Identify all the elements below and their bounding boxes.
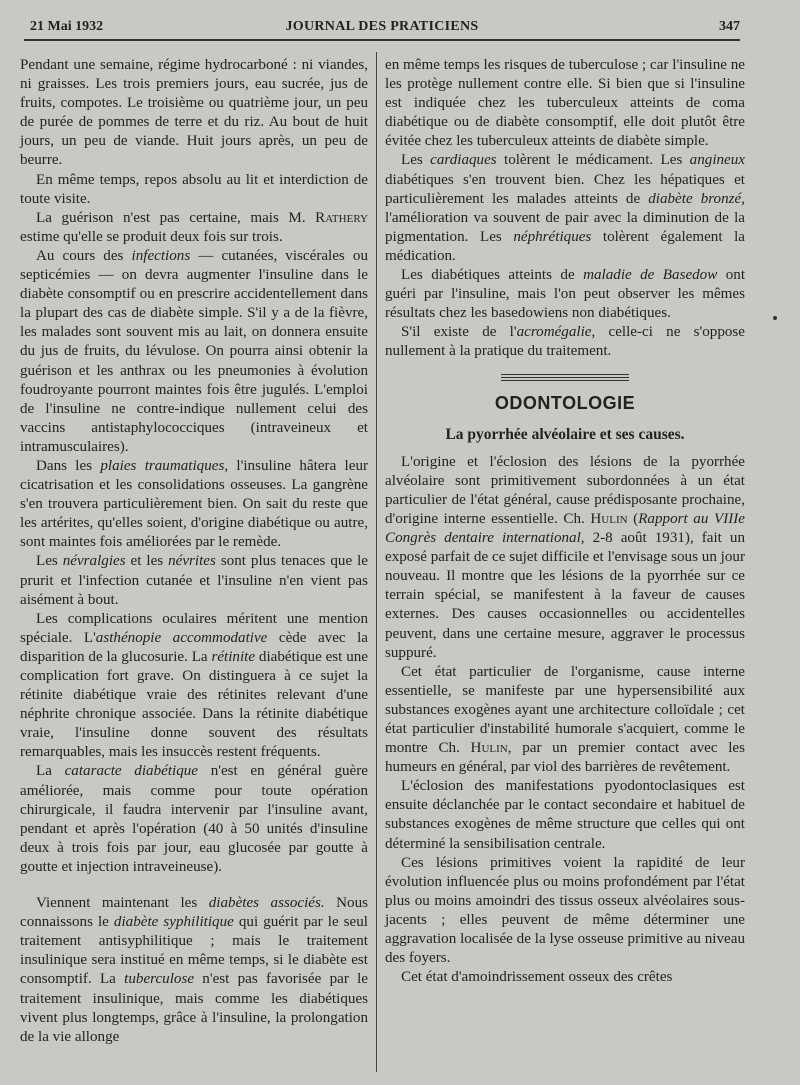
issue-date: 21 Mai 1932 bbox=[30, 19, 104, 34]
author-name: Hulin bbox=[590, 510, 628, 527]
right-column bbox=[385, 56, 745, 987]
paragraph: La cataracte diabétique n'est en général guère améliorée, mais comme pour toute opération chirurgicale, il faudra intervenir par l'insuline avant, pendant et après l'opération (40 à 50 unités d'insuline deux à trois fois par jour, eau glucosée par goutte à goutte et injection intraveineuse). bbox=[20, 763, 368, 875]
print-speck bbox=[773, 316, 777, 320]
paragraph: L'éclosion des manifestations pyodontoclasiques est ensuite déclanchée par le contact secondaire et habituel de substances exogènes de même structure que celles qui ont déterminé la sensibilisation centrale. bbox=[385, 778, 745, 852]
paragraph: S'il existe de l'acromégalie, celle-ci ne s'oppose nullement à la pratique du traitement. bbox=[385, 324, 745, 360]
author-name: Hulin, bbox=[470, 740, 512, 757]
paragraph: Au cours des infections — cutanées, viscérales ou septicémies — on devra augmenter l'insuline dans le diabète consomptif ou en prescrire accidentellement dans la plupart des cas de diabète simple. S'il y a de la fièvre, les malades sont souvent mis au lait, on donnera ensuite du jus de fruits, du lévulose. On pourra ainsi obtenir la guérison et les anthrax ou les pneumonies à évolution foudroyante pourront maintes fois être jugulés. L'emploi de l'insuline ne contre-indique nullement celui des vaccins antistaphylococciques (intraveineux et intramusculaires). bbox=[20, 247, 368, 455]
paragraph: Pendant une semaine, régime hydrocarboné : ni viandes, ni graisses. Les trois premiers jours, eau sucrée, jus de fruits, compotes. Le troisième ou quatrième jour, un peu de purée de pommes de terre et du riz. Au bout de huit jours, un peu de viande. Huit jours après, un peu de beurre. bbox=[20, 57, 368, 169]
paragraph: Les névralgies et les névrites sont plus tenaces que le prurit et l'infection cutanée et l'insuline n'en vient pas aisément à bout. bbox=[20, 553, 368, 608]
paragraph: En même temps, repos absolu au lit et interdiction de toute visite. bbox=[20, 171, 368, 207]
paragraph: Les diabétiques atteints de maladie de Basedow ont guéri par l'insuline, mais l'on peut observer les mêmes résultats chez les basedowiens non diabétiques. bbox=[385, 267, 746, 322]
paragraph: Les cardiaques tolèrent le médicament. Les angineux diabétiques s'en trouvent bien. Chez les hépatiques et particulièrement les malades atteints de diabète bronzé, l'amélioration va souvent de pair avec la diminution de la pigmentation. Les néphrétiques tolèrent également la médication. bbox=[385, 152, 745, 264]
column-divider bbox=[376, 52, 377, 1072]
article-title: La pyorrhée alvéolaire et ses causes. bbox=[445, 425, 685, 443]
page-number: 347 bbox=[719, 19, 740, 34]
paragraph: Cet état particulier de l'organisme, cause interne essentielle, se manifeste par une hypersensibilité aux substances exogènes ayant une architecture colloïdale ; cet état particulier d'instabilité humorale s'acquiert, comme le montre Ch. Hulin, par un premier contact avec les humeurs en général, par viol des barrières de revêtement. bbox=[385, 663, 745, 776]
page-header bbox=[24, 15, 740, 45]
paragraph: L'origine et l'éclosion des lésions de la pyorrhée alvéolaire sont primitivement subordonnées à un état particulier de l'état général, cause prédisposante prochaine, d'origine interne essentielle. Ch. Hulin (Rapport au VIIIe Congrès dentaire international, 2-8 août 1931), fait un exposé parfait de ce sujet difficile et l'envisage sous un jour nouveau. Il montre que les lésions de la pyorrhée sur ce terrain spécial, se manifestent à la faveur de causes externes. Des causes occasionnelles ou accidentelles peuvent, dans une certaine mesure, aggraver le processus suppuré. bbox=[385, 453, 745, 661]
paragraph: Ces lésions primitives voient la rapidité de leur évolution influencée plus ou moins profondément par l'état plus ou moins amoindri des tissus osseux alvéolaires sous-jacents ; elles peuvent de même déterminer une aggravation localisée de la lyse osseuse primitive au niveau des foyers. bbox=[385, 854, 745, 967]
author-name: Rathery bbox=[315, 209, 368, 226]
paragraph: Dans les plaies traumatiques, l'insuline hâtera leur cicatrisation et les consolidations osseuses. La gangrène s'en trouvera particulièrement bien. On sait du reste que les artérites, qu'elles soient, d'origine diabétique ou autre, sont maintes fois améliorées par le remède. bbox=[20, 457, 369, 551]
paragraph: La guérison n'est pas certaine, mais M. Rathery estime qu'elle se produit deux fois sur trois. bbox=[20, 209, 368, 245]
journal-title: JOURNAL DES PRATICIENS bbox=[285, 19, 479, 34]
header-rule bbox=[24, 39, 740, 41]
paragraph: Les complications oculaires méritent une mention spéciale. L'asthénopie accommodative cède avec la disparition de la glucosurie. La rétinite diabétique est une complication fort grave. On distinguera à ce sujet la rétinite diabétique vraie des rétinites relevant d'une néphrite chronique associée. Dans la rétinite diabétique vraie, l'insuline donne souvent des résultats remarquables, mais les insuccès restent fréquents. bbox=[20, 610, 369, 761]
section-ornament bbox=[501, 374, 629, 381]
left-column bbox=[20, 56, 368, 1047]
section-heading: ODONTOLOGIE bbox=[494, 392, 636, 413]
paragraph: Viennent maintenant les diabètes associés. Nous connaissons le diabète syphilitique qui guérit par le seul traitement antisyphilitique ; mais le traitement insulinique sera institué en même temps, si le diabète est consomptif. La tuberculose n'est pas favorisée par le traitement insulinique, mais comme les diabétiques vivent plus longtemps, grâce à l'insuline, la prolongation de la vie allonge bbox=[20, 895, 369, 1045]
paragraph: Cet état d'amoindrissement osseux des crêtes bbox=[401, 969, 673, 986]
paragraph: en même temps les risques de tuberculose ; car l'insuline ne les protège nullement contre elle. Si bien que si l'insuline est indiquée chez les tuberculeux atteints de coma diabétique ou de diabète consomptif, elle doit plutôt être évitée chez les tuberculeux atteints de diabète simple. bbox=[385, 57, 745, 150]
paragraph-gap bbox=[20, 877, 368, 894]
